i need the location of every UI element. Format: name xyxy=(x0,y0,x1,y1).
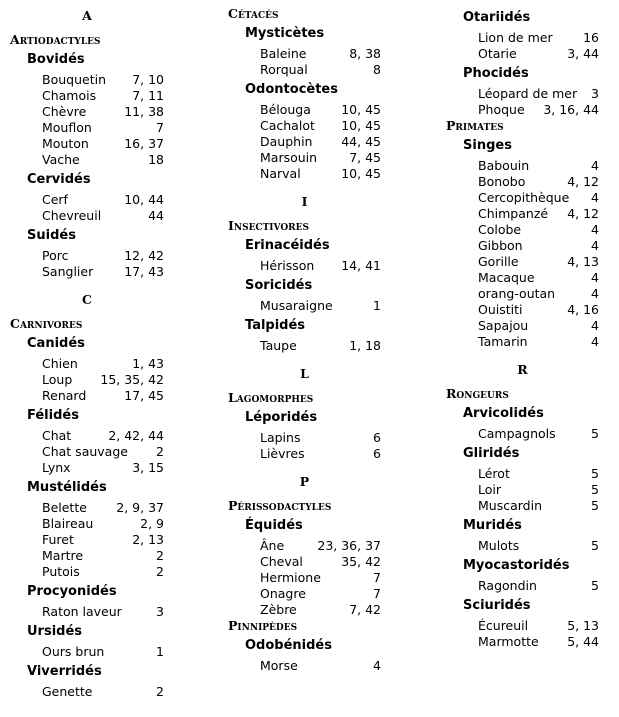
entry-pages: 35, 42 xyxy=(341,554,381,569)
entry-pages: 7, 11 xyxy=(132,88,164,103)
entry-name: Chien xyxy=(42,356,78,371)
index-entry xyxy=(260,62,381,78)
index-entry xyxy=(478,102,599,118)
entry-name: Gorille xyxy=(478,254,519,269)
index-entry xyxy=(42,88,164,104)
section-letter: R xyxy=(517,362,528,377)
entry-name: Sapajou xyxy=(478,318,529,333)
entry-pages: 16 xyxy=(583,30,599,45)
entry-name: Narval xyxy=(260,166,301,181)
family-heading: Sciuridés xyxy=(463,598,531,613)
entry-name: Lièvres xyxy=(260,446,305,461)
entry-pages: 4 xyxy=(591,270,599,285)
entry-name: Lérot xyxy=(478,466,510,481)
entry-pages: 4, 13 xyxy=(567,254,599,269)
index-entry xyxy=(42,264,164,280)
index-entry xyxy=(260,166,381,182)
entry-name: Marsouin xyxy=(260,150,318,165)
index-entry xyxy=(478,498,599,514)
family-heading: Odontocètes xyxy=(245,82,338,97)
index-entry xyxy=(478,30,599,46)
index-entry xyxy=(42,460,164,476)
family-heading: Félidés xyxy=(27,408,79,423)
entry-pages: 7, 10 xyxy=(132,72,164,87)
index-entry xyxy=(478,206,599,222)
entry-pages: 18 xyxy=(148,152,164,167)
entry-pages: 2 xyxy=(156,548,164,563)
entry-name: Gibbon xyxy=(478,238,523,253)
entry-name: Vache xyxy=(42,152,80,167)
entry-pages: 17, 45 xyxy=(124,388,164,403)
entry-pages: 5 xyxy=(591,578,599,593)
index-entry xyxy=(260,118,381,134)
entry-pages: 5 xyxy=(591,538,599,553)
index-entry xyxy=(478,190,599,206)
index-entry xyxy=(478,634,599,650)
entry-pages: 4 xyxy=(591,158,599,173)
entry-pages: 3 xyxy=(156,604,164,619)
family-heading: Ursidés xyxy=(27,624,83,639)
index-entry xyxy=(42,644,164,660)
entry-pages: 10, 45 xyxy=(341,166,381,181)
entry-name: Sanglier xyxy=(42,264,94,279)
index-entry xyxy=(478,618,599,634)
entry-pages: 5 xyxy=(591,466,599,481)
family-heading: Équidés xyxy=(245,518,303,533)
index-entry xyxy=(478,270,599,286)
entry-pages: 5, 13 xyxy=(567,618,599,633)
entry-name: Otarie xyxy=(478,46,517,61)
entry-name: Lapins xyxy=(260,430,301,445)
index-entry xyxy=(478,158,599,174)
entry-name: Cercopithèque xyxy=(478,190,570,205)
entry-name: Tamarin xyxy=(478,334,528,349)
index-entry xyxy=(478,174,599,190)
index-entry xyxy=(478,482,599,498)
index-entry xyxy=(260,446,381,462)
family-heading: Gliridés xyxy=(463,446,520,461)
family-heading: Talpidés xyxy=(245,318,306,333)
family-heading: Mysticètes xyxy=(245,26,325,41)
index-entry xyxy=(260,586,381,602)
entry-name: Campagnols xyxy=(478,426,556,441)
entry-pages: 6 xyxy=(373,430,381,445)
entry-name: Belette xyxy=(42,500,87,515)
family-heading: Odobénidés xyxy=(245,638,332,653)
index-entry xyxy=(260,430,381,446)
entry-pages: 2, 13 xyxy=(132,532,164,547)
index-entry xyxy=(42,500,164,516)
entry-pages: 3, 44 xyxy=(567,46,599,61)
entry-pages: 14, 41 xyxy=(341,258,381,273)
entry-name: Lion de mer xyxy=(478,30,553,45)
entry-name: Baleine xyxy=(260,46,307,61)
entry-pages: 4 xyxy=(373,658,381,673)
index-entry xyxy=(42,516,164,532)
section-letter: A xyxy=(82,8,92,23)
entry-name: Mulots xyxy=(478,538,520,553)
entry-pages: 4, 12 xyxy=(567,206,599,221)
entry-name: Hérisson xyxy=(260,258,315,273)
family-heading: Procyonidés xyxy=(27,584,117,599)
family-heading: Soricidés xyxy=(245,278,313,293)
entry-name: Raton laveur xyxy=(42,604,122,619)
entry-name: Bonobo xyxy=(478,174,526,189)
order-heading: Pinnipèdes xyxy=(228,618,298,633)
entry-name: Loup xyxy=(42,372,73,387)
index-column-2 xyxy=(228,6,381,674)
index-entry xyxy=(42,372,164,388)
index-entry xyxy=(42,604,164,620)
entry-pages: 5 xyxy=(591,498,599,513)
entry-pages: 6 xyxy=(373,446,381,461)
entry-name: Muscardin xyxy=(478,498,543,513)
index-entry xyxy=(260,150,381,166)
order-heading: Rongeurs xyxy=(446,386,509,401)
entry-pages: 4 xyxy=(591,190,599,205)
index-entry xyxy=(478,538,599,554)
index-entry xyxy=(478,286,599,302)
entry-name: Écureuil xyxy=(478,618,529,633)
entry-name: Rorqual xyxy=(260,62,308,77)
family-heading: Phocidés xyxy=(463,66,529,81)
entry-pages: 2 xyxy=(156,684,164,699)
index-entry xyxy=(42,152,164,168)
entry-name: Porc xyxy=(42,248,69,263)
entry-pages: 15, 35, 42 xyxy=(100,372,164,387)
index-entry xyxy=(478,222,599,238)
entry-pages: 3, 16, 44 xyxy=(543,102,599,117)
entry-pages: 2, 42, 44 xyxy=(108,428,164,443)
entry-pages: 10, 45 xyxy=(341,102,381,117)
entry-pages: 12, 42 xyxy=(124,248,164,263)
entry-pages: 4 xyxy=(591,334,599,349)
entry-name: Mouflon xyxy=(42,120,92,135)
family-heading: Myocastoridés xyxy=(463,558,570,573)
index-entry xyxy=(42,388,164,404)
entry-name: Colobe xyxy=(478,222,522,237)
entry-name: Bélouga xyxy=(260,102,311,117)
entry-name: Chimpanzé xyxy=(478,206,549,221)
index-entry xyxy=(42,208,164,224)
entry-name: Ragondin xyxy=(478,578,537,593)
entry-pages: 2, 9 xyxy=(140,516,164,531)
order-heading: Primates xyxy=(446,118,504,133)
index-entry xyxy=(42,104,164,120)
entry-name: Hermione xyxy=(260,570,321,585)
family-heading: Bovidés xyxy=(27,52,85,67)
family-heading: Otariidés xyxy=(463,10,531,25)
index-entry xyxy=(42,564,164,580)
index-entry xyxy=(478,426,599,442)
index-entry xyxy=(260,258,381,274)
entry-name: Léopard de mer xyxy=(478,86,578,101)
entry-pages: 44 xyxy=(148,208,164,223)
entry-pages: 10, 44 xyxy=(124,192,164,207)
entry-pages: 3 xyxy=(591,86,599,101)
index-entry xyxy=(42,248,164,264)
entry-pages: 4 xyxy=(591,286,599,301)
index-entry xyxy=(42,72,164,88)
section-letter: I xyxy=(301,194,308,209)
index-entry xyxy=(260,298,381,314)
entry-pages: 4, 16 xyxy=(567,302,599,317)
index-entry xyxy=(478,302,599,318)
index-entry xyxy=(42,684,164,700)
entry-pages: 7 xyxy=(373,586,381,601)
index-entry xyxy=(42,192,164,208)
entry-name: Martre xyxy=(42,548,84,563)
entry-name: Renard xyxy=(42,388,87,403)
index-entry xyxy=(478,238,599,254)
entry-pages: 5, 44 xyxy=(567,634,599,649)
entry-name: Furet xyxy=(42,532,74,547)
entry-name: Chevreuil xyxy=(42,208,102,223)
index-entry xyxy=(260,134,381,150)
entry-name: Babouin xyxy=(478,158,530,173)
entry-pages: 10, 45 xyxy=(341,118,381,133)
entry-name: Macaque xyxy=(478,270,535,285)
entry-pages: 4 xyxy=(591,318,599,333)
entry-name: Chamois xyxy=(42,88,97,103)
entry-name: Onagre xyxy=(260,586,306,601)
entry-name: Cachalot xyxy=(260,118,315,133)
entry-pages: 1 xyxy=(156,644,164,659)
index-entry xyxy=(42,532,164,548)
entry-name: orang-outan xyxy=(478,286,556,301)
index-entry xyxy=(42,136,164,152)
entry-pages: 23, 36, 37 xyxy=(317,538,381,553)
index-entry xyxy=(42,120,164,136)
entry-name: Marmotte xyxy=(478,634,539,649)
entry-pages: 4 xyxy=(591,238,599,253)
index-column-1 xyxy=(10,6,164,700)
entry-name: Musaraigne xyxy=(260,298,333,313)
family-heading: Viverridés xyxy=(27,664,102,679)
section-letter: C xyxy=(82,292,92,307)
index-entry xyxy=(478,578,599,594)
order-heading: Périssodactyles xyxy=(228,498,332,513)
entry-name: Putois xyxy=(42,564,80,579)
entry-pages: 4 xyxy=(591,222,599,237)
entry-pages: 1, 43 xyxy=(132,356,164,371)
order-heading: Insectivores xyxy=(228,218,310,233)
entry-name: Loir xyxy=(478,482,502,497)
entry-pages: 7, 45 xyxy=(349,150,381,165)
entry-name: Dauphin xyxy=(260,134,313,149)
entry-pages: 44, 45 xyxy=(341,134,381,149)
entry-name: Ours brun xyxy=(42,644,105,659)
index-entry xyxy=(260,554,381,570)
entry-name: Blaireau xyxy=(42,516,94,531)
entry-pages: 4, 12 xyxy=(567,174,599,189)
index-entry xyxy=(260,602,381,618)
order-heading: Carnivores xyxy=(10,316,83,331)
order-heading: Lagomorphes xyxy=(228,390,314,405)
index-entry xyxy=(260,46,381,62)
family-heading: Cervidés xyxy=(27,172,91,187)
entry-name: Genette xyxy=(42,684,93,699)
entry-name: Lynx xyxy=(42,460,71,475)
order-heading: Cétacés xyxy=(228,6,279,21)
index-entry xyxy=(260,102,381,118)
family-heading: Suidés xyxy=(27,228,76,243)
index-entry xyxy=(42,428,164,444)
entry-name: Morse xyxy=(260,658,298,673)
family-heading: Arvicolidés xyxy=(463,406,544,421)
entry-pages: 1, 18 xyxy=(349,338,381,353)
entry-pages: 5 xyxy=(591,426,599,441)
index-column-3 xyxy=(446,6,599,650)
entry-name: Taupe xyxy=(260,338,297,353)
family-heading: Singes xyxy=(463,138,512,153)
entry-pages: 17, 43 xyxy=(124,264,164,279)
entry-pages: 16, 37 xyxy=(124,136,164,151)
section-letter: P xyxy=(299,474,310,489)
entry-name: Mouton xyxy=(42,136,89,151)
index-entry xyxy=(42,356,164,372)
entry-name: Phoque xyxy=(478,102,525,117)
entry-name: Zèbre xyxy=(260,602,297,617)
family-heading: Léporidés xyxy=(245,410,318,425)
entry-pages: 5 xyxy=(591,482,599,497)
index-entry xyxy=(478,334,599,350)
family-heading: Muridés xyxy=(463,518,522,533)
index-entry xyxy=(260,658,381,674)
entry-name: Chat sauvage xyxy=(42,444,128,459)
family-heading: Mustélidés xyxy=(27,480,107,495)
index-entry xyxy=(260,538,381,554)
index-entry xyxy=(478,318,599,334)
entry-name: Âne xyxy=(260,538,285,553)
entry-pages: 1 xyxy=(373,298,381,313)
index-entry xyxy=(260,338,381,354)
entry-pages: 7 xyxy=(373,570,381,585)
entry-pages: 2 xyxy=(156,564,164,579)
index-entry xyxy=(260,570,381,586)
entry-pages: 11, 38 xyxy=(124,104,164,119)
entry-pages: 2, 9, 37 xyxy=(116,500,164,515)
order-heading: Artiodactyles xyxy=(10,32,101,47)
entry-name: Chat xyxy=(42,428,72,443)
entry-name: Chèvre xyxy=(42,104,87,119)
entry-name: Cerf xyxy=(42,192,68,207)
entry-pages: 8 xyxy=(373,62,381,77)
entry-name: Cheval xyxy=(260,554,303,569)
family-heading: Erinacéidés xyxy=(245,238,330,253)
entry-pages: 3, 15 xyxy=(132,460,164,475)
entry-name: Ouistiti xyxy=(478,302,523,317)
entry-pages: 2 xyxy=(156,444,164,459)
entry-name: Bouquetin xyxy=(42,72,106,87)
index-entry xyxy=(478,466,599,482)
index-entry xyxy=(478,86,599,102)
index-entry xyxy=(42,444,164,460)
index-entry xyxy=(478,46,599,62)
index-entry xyxy=(478,254,599,270)
index-entry xyxy=(42,548,164,564)
entry-pages: 7 xyxy=(156,120,164,135)
section-letter: L xyxy=(300,366,309,381)
family-heading: Canidés xyxy=(27,336,85,351)
entry-pages: 8, 38 xyxy=(349,46,381,61)
entry-pages: 7, 42 xyxy=(349,602,381,617)
